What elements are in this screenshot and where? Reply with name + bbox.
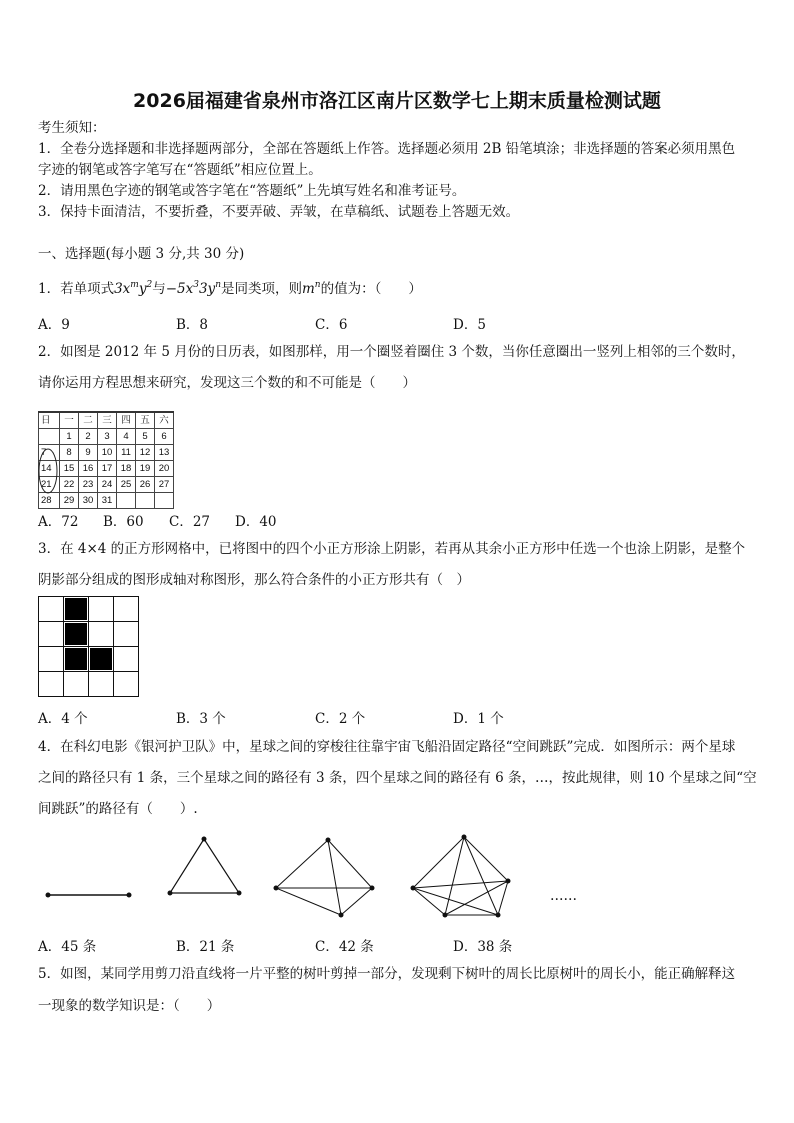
shaded-cell	[65, 648, 87, 670]
q2-line-1: 2．如图是 2012 年 5 月份的日历表，如图那样，用一个圈竖着圈住 3 个数，当你任意圈出一竖列上相邻的三个数时，	[38, 344, 745, 360]
calendar-header-cell: 一	[60, 412, 79, 429]
calendar-cell: 27	[155, 477, 174, 493]
shaded-cell	[65, 623, 87, 645]
q1-mid: 与	[152, 281, 166, 297]
q1-prefix: 1．若单项式	[38, 281, 115, 297]
calendar-cell	[136, 493, 155, 509]
calendar-cell: 17	[98, 461, 117, 477]
calendar-header-cell: 四	[117, 412, 136, 429]
calendar-cell: 11	[117, 445, 136, 461]
grid-cell	[114, 622, 139, 647]
q3-line-2: 阴影部分组成的图形成轴对称图形，那么符合条件的小正方形共有（ ）	[38, 572, 470, 588]
grid-cell	[89, 622, 114, 647]
section-heading: 一、选择题(每小题 3 分,共 30 分)	[38, 246, 245, 262]
calendar-header-cell: 日	[39, 412, 60, 429]
q1-option-a[interactable]: A．9	[38, 317, 70, 333]
q3-option-d[interactable]: D．1 个	[453, 711, 504, 727]
q1-option-c[interactable]: C．6	[315, 317, 348, 333]
calendar-cell: 21	[39, 477, 60, 493]
q1-option-b[interactable]: B．8	[176, 317, 209, 333]
figure-ellipsis: ……	[550, 888, 577, 904]
q1-ask-tail: 的值为：（ ）	[320, 281, 422, 297]
q1-ask-expr: $m^n$	[301, 280, 321, 297]
page-title: 2026届福建省泉州市洛江区南片区数学七上期末质量检测试题	[133, 90, 661, 112]
calendar-cell: 7	[39, 445, 60, 461]
star-path-figures	[30, 828, 590, 928]
calendar-cell: 9	[79, 445, 98, 461]
calendar-header-row	[39, 412, 174, 429]
calendar-cell: 25	[117, 477, 136, 493]
calendar-cell: 1	[60, 429, 79, 445]
calendar-cell: 14	[39, 461, 60, 477]
grid-cell	[114, 597, 139, 622]
q4-option-d[interactable]: D．38 条	[453, 939, 513, 955]
four-star-figure	[274, 838, 375, 918]
notice-line-2: 字迹的钢笔或答字笔写在“答题纸”相应位置上。	[38, 162, 322, 178]
q2-option-c[interactable]: C．27	[169, 514, 211, 530]
q3-option-c[interactable]: C．2 个	[315, 711, 366, 727]
calendar-cell: 18	[117, 461, 136, 477]
q3-line-1: 3．在 4×4 的正方形网格中，已将图中的四个小正方形涂上阴影，若再从其余小正方形中任选一个也涂上阴影，是整个	[38, 541, 746, 557]
notice-heading: 考生须知：	[38, 120, 106, 136]
grid-cell	[39, 647, 64, 672]
calendar-row	[39, 429, 174, 445]
calendar-cell: 6	[155, 429, 174, 445]
q2-line-2: 请你运用方程思想来研究，发现这三个数的和不可能是（ ）	[38, 375, 416, 391]
calendar-cell: 13	[155, 445, 174, 461]
calendar-cell: 12	[136, 445, 155, 461]
q4-line-2: 之间的路径只有 1 条，三个星球之间的路径有 3 条，四个星球之间的路径有 6 条，…，按此规律，则 10 个星球之间“空	[38, 770, 757, 786]
q4-option-a[interactable]: A．45 条	[38, 939, 97, 955]
q5-line-2: 一现象的数学知识是：（ ）	[38, 998, 221, 1014]
q1-option-d[interactable]: D．5	[453, 317, 486, 333]
q2-option-a[interactable]: A．72	[38, 514, 79, 530]
grid-cell	[89, 597, 114, 622]
calendar-header-cell: 六	[155, 412, 174, 429]
grid-cell	[39, 672, 64, 697]
calendar-cell	[155, 493, 174, 509]
calendar-cell	[39, 429, 60, 445]
calendar-circle-mark	[36, 446, 60, 496]
notice-line-4: 3．保持卡面清洁，不要折叠，不要弄破、弄皱，在草稿纸、试题卷上答题无效。	[38, 204, 520, 220]
q1-suffix: 是同类项，则	[220, 281, 302, 297]
calendar-cell: 10	[98, 445, 117, 461]
calendar-cell: 15	[60, 461, 79, 477]
calendar-cell: 23	[79, 477, 98, 493]
grid-cell	[114, 672, 139, 697]
square-grid-figure	[38, 596, 139, 697]
calendar-cell: 26	[136, 477, 155, 493]
q2-option-b[interactable]: B．60	[103, 514, 144, 530]
calendar-cell: 30	[79, 493, 98, 509]
grid-cell	[64, 672, 89, 697]
shaded-cell	[90, 648, 112, 670]
q4-line-3: 间跳跃”的路径有（ ）.	[38, 801, 198, 817]
calendar-cell: 8	[60, 445, 79, 461]
notice-line-3: 2．请用黑色字迹的钢笔或答字笔在“答题纸”上先填写姓名和准考证号。	[38, 183, 466, 199]
q2-option-d[interactable]: D．40	[235, 514, 277, 530]
q4-option-c[interactable]: C．42 条	[315, 939, 374, 955]
five-star-figure	[411, 835, 511, 918]
grid-cell	[114, 647, 139, 672]
q1-expr1: $3x^my^2$	[114, 280, 153, 297]
calendar-cell: 2	[79, 429, 98, 445]
calendar-cell: 24	[98, 477, 117, 493]
shaded-cell	[65, 598, 87, 620]
calendar-cell: 16	[79, 461, 98, 477]
calendar-header-cell: 二	[79, 412, 98, 429]
notice-line-1: 1．全卷分选择题和非选择题两部分，全部在答题纸上作答。选择题必须用 2B 铅笔填涂；非选择题的答案必须用黑色	[38, 141, 736, 157]
grid-cell	[39, 622, 64, 647]
calendar-cell: 29	[60, 493, 79, 509]
calendar-cell: 20	[155, 461, 174, 477]
three-star-figure	[168, 837, 242, 896]
calendar-cell: 5	[136, 429, 155, 445]
q3-option-a[interactable]: A．4 个	[38, 711, 88, 727]
grid-cell	[89, 672, 114, 697]
q3-option-b[interactable]: B．3 个	[176, 711, 226, 727]
q5-line-1: 5．如图，某同学用剪刀沿直线将一片平整的树叶剪掉一部分，发现剩下树叶的周长比原树叶的周长小，能正确解释这	[38, 966, 736, 982]
calendar-cell: 4	[117, 429, 136, 445]
q1-expr2: $-5x^33y^n$	[165, 280, 221, 297]
calendar-cell: 31	[98, 493, 117, 509]
question-1	[38, 275, 422, 299]
q4-option-b[interactable]: B．21 条	[176, 939, 235, 955]
q4-line-1: 4．在科幻电影《银河护卫队》中，星球之间的穿梭往往靠宇宙飞船沿固定路径“空间跳跃”完成．如图所示：两个星球	[38, 739, 736, 755]
two-star-figure	[46, 893, 132, 898]
calendar-cell	[117, 493, 136, 509]
calendar-cell: 19	[136, 461, 155, 477]
calendar-cell: 28	[39, 493, 60, 509]
grid-cell	[39, 597, 64, 622]
calendar-cell: 22	[60, 477, 79, 493]
calendar-header-cell: 五	[136, 412, 155, 429]
calendar-header-cell: 三	[98, 412, 117, 429]
calendar-cell: 3	[98, 429, 117, 445]
